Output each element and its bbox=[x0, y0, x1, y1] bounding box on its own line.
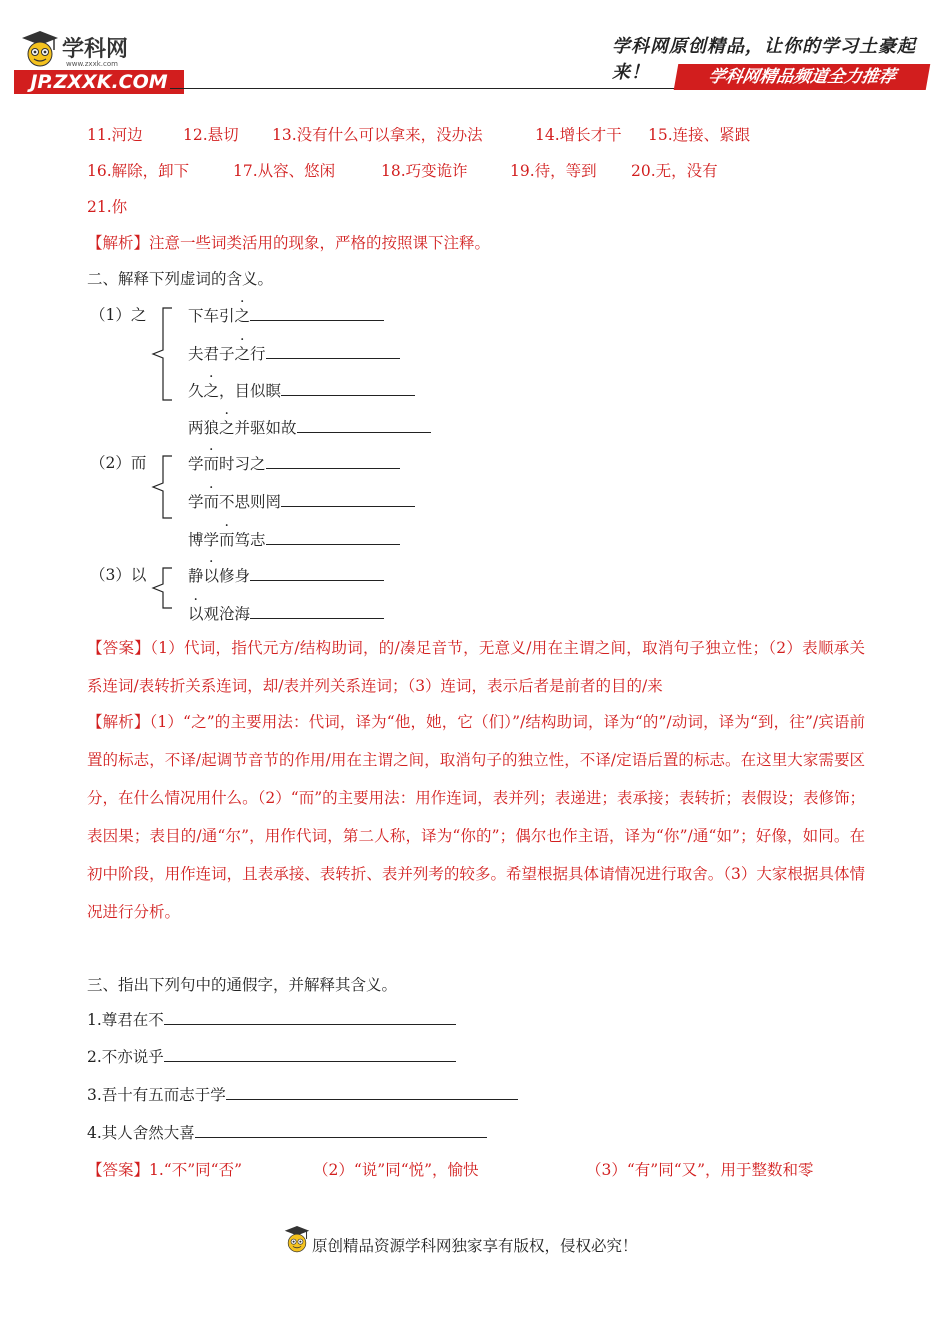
footer-copyright: 原创精品资源学科网独家享有版权，侵权必究！ bbox=[312, 1237, 638, 1255]
section-2-title: 二、解释下列虚词的含义。 bbox=[87, 270, 274, 288]
s3-item-4: 4.其人舍然大喜 bbox=[87, 1122, 487, 1143]
g2-item-1: 学而时习之 bbox=[188, 453, 400, 474]
analysis-text: 注意一些词类活用的现象，严格的按照课下注释。 bbox=[149, 234, 491, 252]
section-2-answer bbox=[87, 629, 865, 705]
g3-item-2: 以观沧海 bbox=[188, 603, 384, 624]
analysis-label: 【解析】 bbox=[87, 234, 150, 252]
answer-blank[interactable] bbox=[164, 1009, 456, 1025]
answer-15: 15.连接、紧跟 bbox=[648, 126, 751, 144]
answer-blank[interactable] bbox=[281, 380, 415, 396]
answer-part-3: （3）“有”同“又”，用于整数和零 bbox=[586, 1161, 814, 1179]
header-slogan: 学科网原创精品，让你的学习土豪起来！ bbox=[612, 36, 916, 83]
g1-item-4: 两狼之并驱如故 bbox=[188, 417, 431, 438]
answer-blank[interactable] bbox=[250, 305, 384, 321]
header-rule bbox=[170, 88, 678, 89]
answer-label: 【答案】 bbox=[87, 639, 151, 657]
group-1-label: （1）之 bbox=[90, 306, 147, 324]
g2-item-3: 博学而笃志 bbox=[188, 529, 400, 550]
brace-group-2 bbox=[150, 454, 176, 520]
g1-item-2: 夫君子之行 bbox=[188, 343, 400, 364]
analysis-label: 【解析】 bbox=[87, 713, 150, 731]
promo-banner: 学科网精品频道全力推荐 bbox=[674, 64, 931, 90]
brace-group-3 bbox=[150, 566, 176, 610]
g1-item-1: 下车引之 bbox=[188, 305, 384, 326]
answer-13: 13.没有什么可以拿来，没办法 bbox=[272, 126, 483, 144]
answer-11: 11.河边 bbox=[87, 126, 143, 144]
answer-blank[interactable] bbox=[281, 491, 415, 507]
answer-label: 【答案】 bbox=[87, 1161, 150, 1179]
answer-blank[interactable] bbox=[297, 417, 431, 433]
answer-17: 17.从容、悠闲 bbox=[233, 162, 336, 180]
answer-blank[interactable] bbox=[250, 565, 384, 581]
answer-blank[interactable] bbox=[266, 453, 400, 469]
answer-18: 18.巧变诡诈 bbox=[381, 162, 468, 180]
section-2-analysis bbox=[87, 703, 865, 931]
s3-item-3: 3.吾十有五而志于学 bbox=[87, 1084, 518, 1105]
logo-text: 学科网 bbox=[62, 37, 129, 62]
answer-blank[interactable] bbox=[266, 529, 400, 545]
answer-text: （1）代词，指代元方/结构助词，的/凑足音节，无意义/用在主谓之间，取消句子独立性；（2）表顺承关系连词/表转折关系连词，却/表并列关系连词；（3）连词，表示后者是前者的目的/来 bbox=[87, 639, 865, 695]
answer-blank[interactable] bbox=[250, 603, 384, 619]
logo-domain-bar: JP.ZXXK.COM bbox=[14, 70, 184, 94]
answer-part-1: 1.“不”同“否” bbox=[149, 1161, 243, 1179]
answer-part-2: （2）“说”同“悦”，愉快 bbox=[313, 1161, 479, 1179]
answer-blank[interactable] bbox=[195, 1122, 487, 1138]
brace-group-1 bbox=[150, 306, 176, 402]
answer-21: 21.你 bbox=[87, 198, 128, 216]
g2-item-2: 学而不思则罔 bbox=[188, 491, 415, 512]
section-3-answer bbox=[87, 1160, 242, 1180]
logo-url: www.zxxk.com bbox=[66, 60, 118, 68]
group-3-label: （3）以 bbox=[90, 566, 147, 584]
answer-blank[interactable] bbox=[266, 343, 400, 359]
g1-item-3: 久之，目似瞑 bbox=[188, 380, 415, 401]
s3-item-1: 1.尊君在不 bbox=[87, 1009, 456, 1030]
answer-16: 16.解除，卸下 bbox=[87, 162, 190, 180]
answer-20: 20.无，没有 bbox=[631, 162, 718, 180]
answer-blank[interactable] bbox=[164, 1046, 456, 1062]
s3-item-2: 2.不亦说乎 bbox=[87, 1046, 456, 1067]
analysis-1 bbox=[87, 233, 490, 253]
graduate-mascot-icon bbox=[18, 28, 62, 72]
group-2-label: （2）而 bbox=[90, 454, 147, 472]
analysis-text: （1）“之”的主要用法：代词，译为“他，她，它（们）”/结构助词，译为“的”/动词，译为“到，往”/宾语前置的标志，不译/起调节音节的作用/用在主谓之间，取消句子的独立性，不译/定语后置的标志。在这里大家需要区分，在什么情况用什么。（2）“而”的主要用法：用作连词，表并列；表递进；表承接；表转折；表假设；表修饰；表因果；表目的/通“尔”，用作代词，第二人称，译为“你的”；偶尔也作主语，译为“你”/通“如”；好像，如同。在初中阶段，用作连词，且表承接、表转折、表并列考的较多。希望根据具体请情况进行取舍。（3）大家根据具体情况进行分析。 bbox=[87, 713, 865, 921]
section-3-title: 三、指出下列句中的通假字，并解释其含义。 bbox=[87, 976, 398, 994]
logo bbox=[14, 28, 194, 98]
answer-12: 12.悬切 bbox=[183, 126, 239, 144]
graduate-mascot-icon bbox=[282, 1224, 312, 1258]
answer-14: 14.增长才干 bbox=[535, 126, 622, 144]
answer-19: 19.待，等到 bbox=[510, 162, 597, 180]
answer-blank[interactable] bbox=[226, 1084, 518, 1100]
g3-item-1: 静以修身 bbox=[188, 565, 384, 586]
